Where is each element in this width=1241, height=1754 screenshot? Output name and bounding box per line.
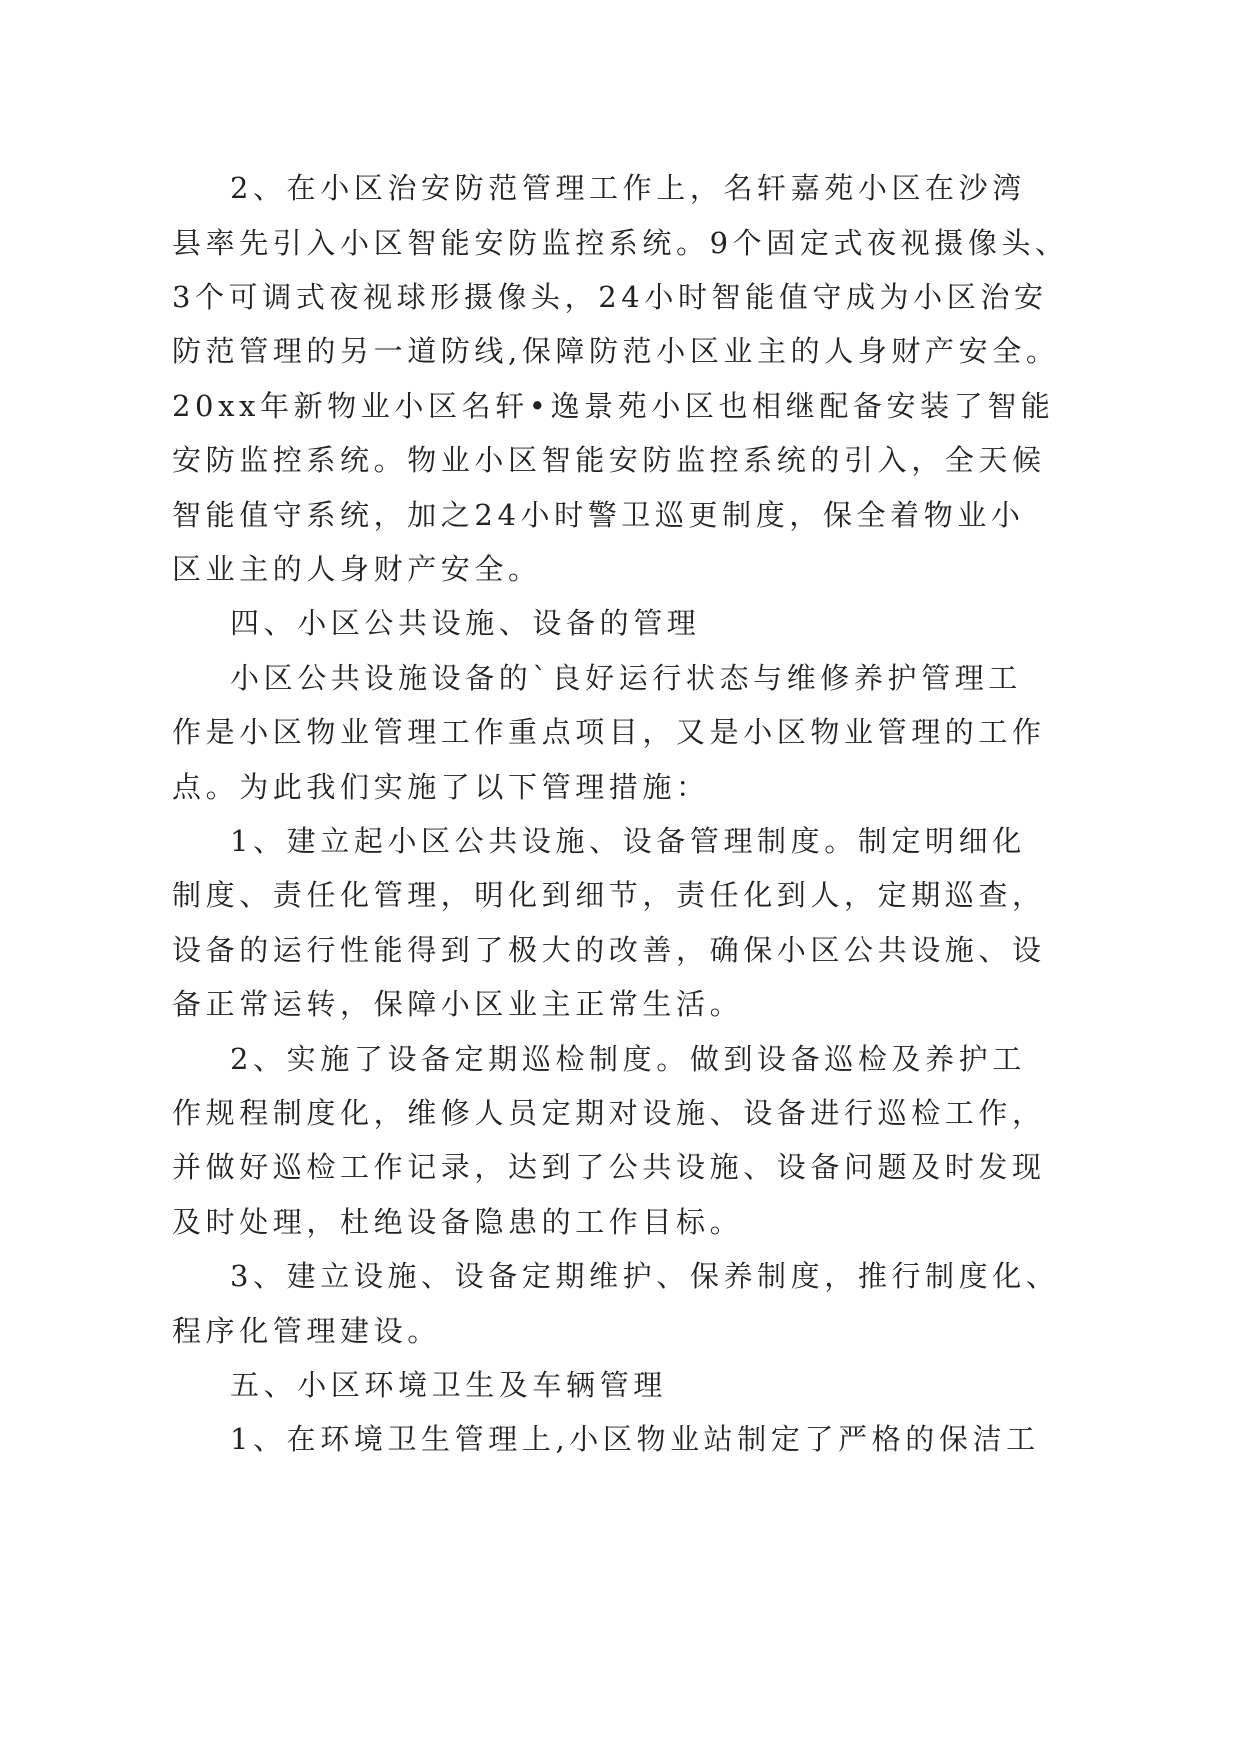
text-line: 智能值守系统，加之24小时警卫巡更制度，保全着物业小	[172, 498, 1025, 532]
text-line: 1、建立起小区公共设施、设备管理制度。制定明细化	[230, 824, 1026, 858]
text-line: 3、建立设施、设备定期维护、保养制度，推行制度化、	[230, 1259, 1060, 1293]
text-line: 2、实施了设备定期巡检制度。做到设备巡检及养护工	[230, 1042, 1026, 1076]
text-line: 作是小区物业管理工作重点项目，又是小区物业管理的工作	[172, 715, 1046, 749]
text-line: 作规程制度化，维修人员定期对设施、设备进行巡检工作，	[172, 1096, 1046, 1130]
text-line: 20xx年新物业小区名轩•逸景苑小区也相继配备安装了智能	[172, 389, 1055, 423]
text-line: 程序化管理建设。	[172, 1314, 441, 1348]
text-line: 县率先引入小区智能安防监控系统。9个固定式夜视摄像头、	[172, 226, 1069, 260]
text-line: 防范管理的另一道防线,保障防范小区业主的人身财产安全。	[172, 334, 1060, 368]
text-line: 1、在环境卫生管理上,小区物业站制定了严格的保洁工	[230, 1422, 1040, 1456]
text-line: 2、在小区治安防范管理工作上，名轩嘉苑小区在沙湾	[230, 171, 1026, 205]
text-line: 安防监控系统。物业小区智能安防监控系统的引入，全天候	[172, 443, 1046, 477]
section-heading: 四、小区公共设施、设备的管理	[230, 606, 701, 640]
section-heading: 五、小区环境卫生及车辆管理	[230, 1368, 667, 1402]
text-line: 设备的运行性能得到了极大的改善，确保小区公共设施、设	[172, 933, 1046, 967]
text-line: 并做好巡检工作记录，达到了公共设施、设备问题及时发现	[172, 1150, 1046, 1184]
text-line: 备正常运转，保障小区业主正常生活。	[172, 987, 744, 1021]
text-line: 点。为此我们实施了以下管理措施：	[172, 770, 710, 804]
text-line: 区业主的人身财产安全。	[172, 552, 542, 586]
text-line: 制度、责任化管理，明化到细节，责任化到人，定期巡查，	[172, 878, 1046, 912]
text-line: 及时处理，杜绝设备隐患的工作目标。	[172, 1205, 744, 1239]
text-line: 3个可调式夜视球形摄像头，24小时智能值守成为小区治安	[172, 280, 1048, 314]
text-line: 小区公共设施设备的`良好运行状态与维修养护管理工	[230, 661, 1022, 695]
